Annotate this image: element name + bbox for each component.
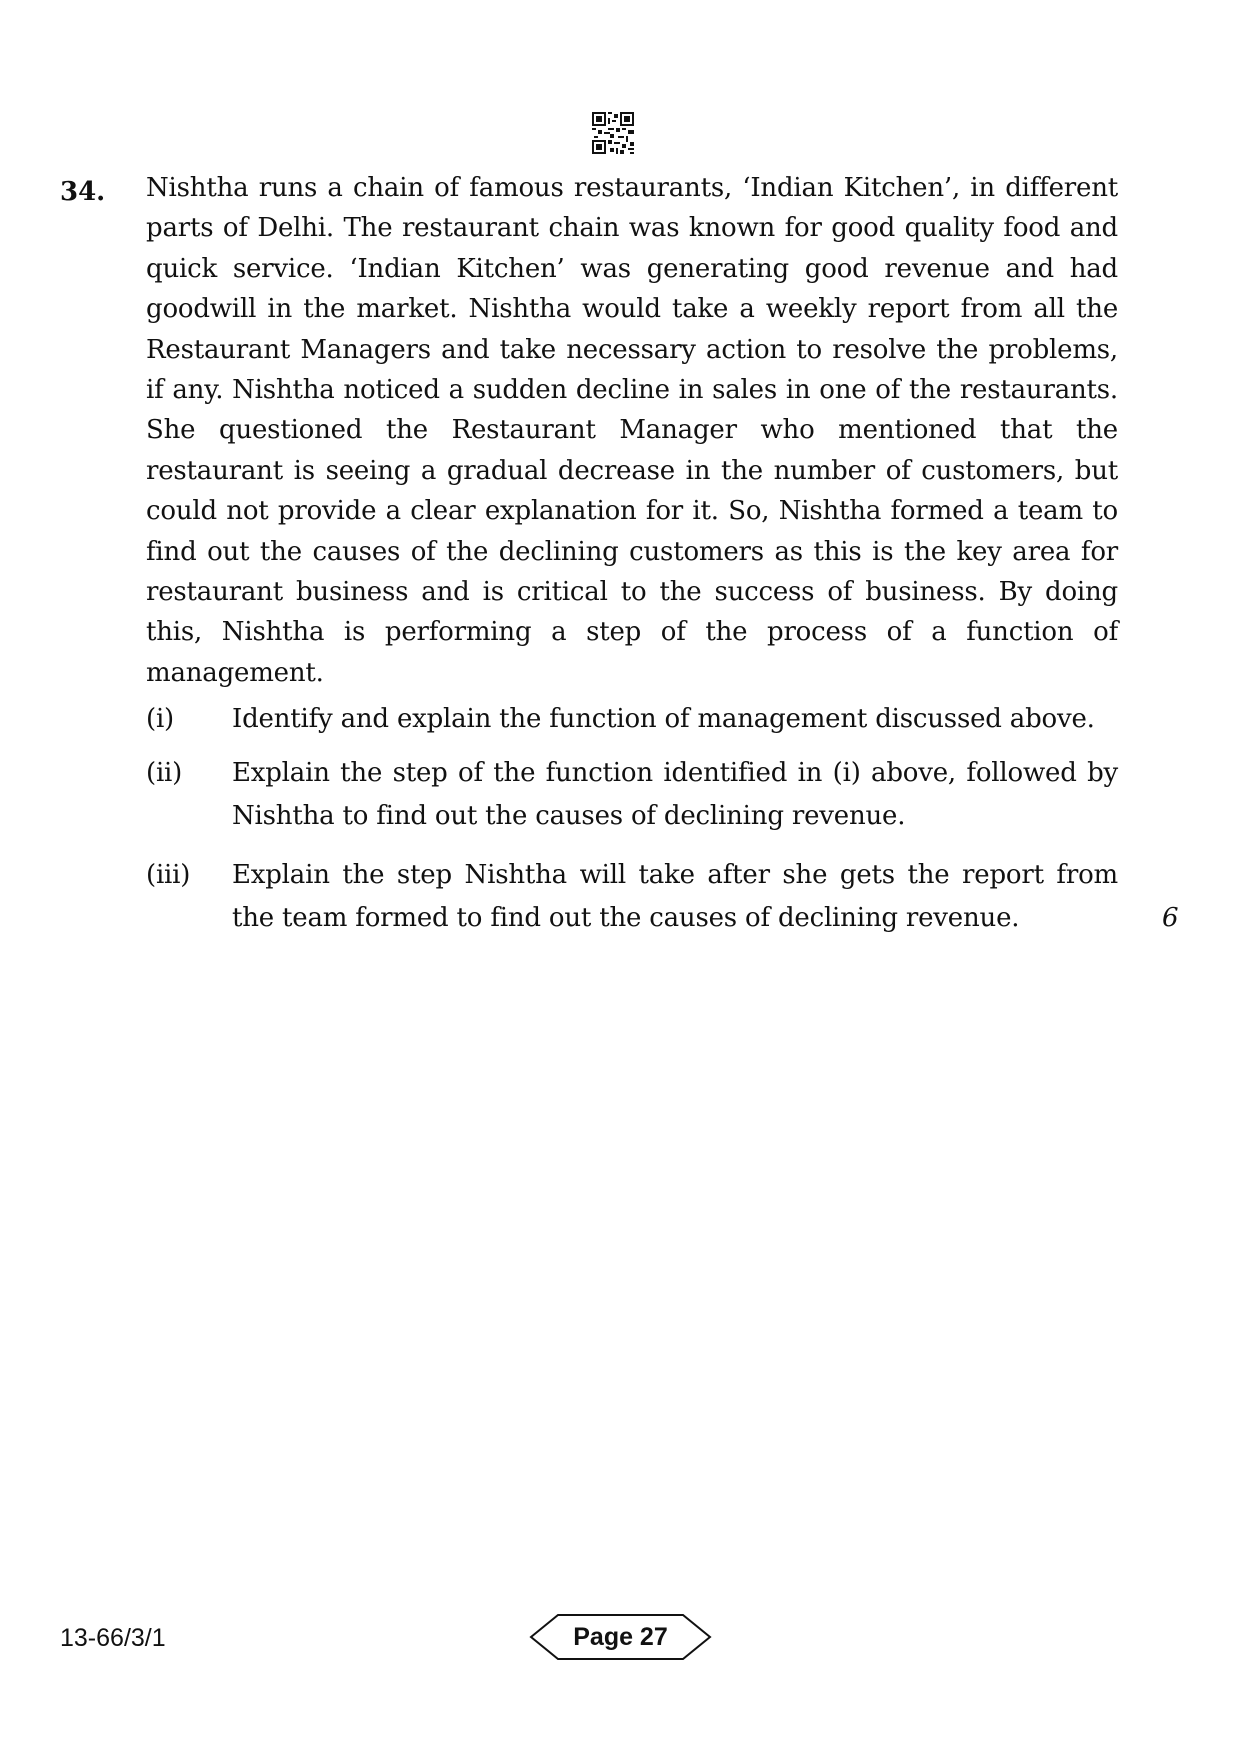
qr-code-icon xyxy=(592,112,634,154)
paper-code: 13-66/3/1 xyxy=(60,1624,166,1652)
subquestion-ii xyxy=(146,752,1118,838)
subquestion-label: (ii) xyxy=(146,758,183,788)
subquestion-text: Explain the step Nishtha will take after she gets the report from the team formed to find out the causes of declining revenue. xyxy=(232,860,1118,933)
subquestion-text: Explain the step of the function identified in (i) above, followed by Nishtha to find out the causes of declining revenue. xyxy=(232,758,1118,831)
question-paragraph: Nishtha runs a chain of famous restaurants, ‘Indian Kitchen’, in different parts of Delhi. The restaurant chain was known for good quality food and quick service. ‘Indian Kitchen’ was generating good revenue and had goodwill in the market. Nishtha would take a weekly report from all the Restaurant Managers and take necessary action to resolve the problems, if any. Nishtha noticed a sudden decline in sales in one of the restaurants. She questioned the Restaurant Manager who mentioned that the restaurant is seeing a gradual decrease in the number of customers, but could not provide a clear explanation for it. So, Nishtha formed a team to find out the causes of the declining customers as this is the key area for restaurant business and is critical to the success of business. By doing this, Nishtha is performing a step of the process of a function of management. xyxy=(146,173,1118,688)
subquestion-i xyxy=(146,698,1118,741)
subquestion-iii xyxy=(146,854,1118,940)
page-number: Page 27 xyxy=(573,1623,668,1651)
page-number-badge xyxy=(528,1612,713,1662)
subquestion-label: (i) xyxy=(146,704,175,734)
marks: 6 xyxy=(1162,903,1179,933)
subquestion-text: Identify and explain the function of management discussed above. xyxy=(232,704,1095,734)
question-number: 34. xyxy=(60,177,106,207)
subquestion-label: (iii) xyxy=(146,860,191,890)
